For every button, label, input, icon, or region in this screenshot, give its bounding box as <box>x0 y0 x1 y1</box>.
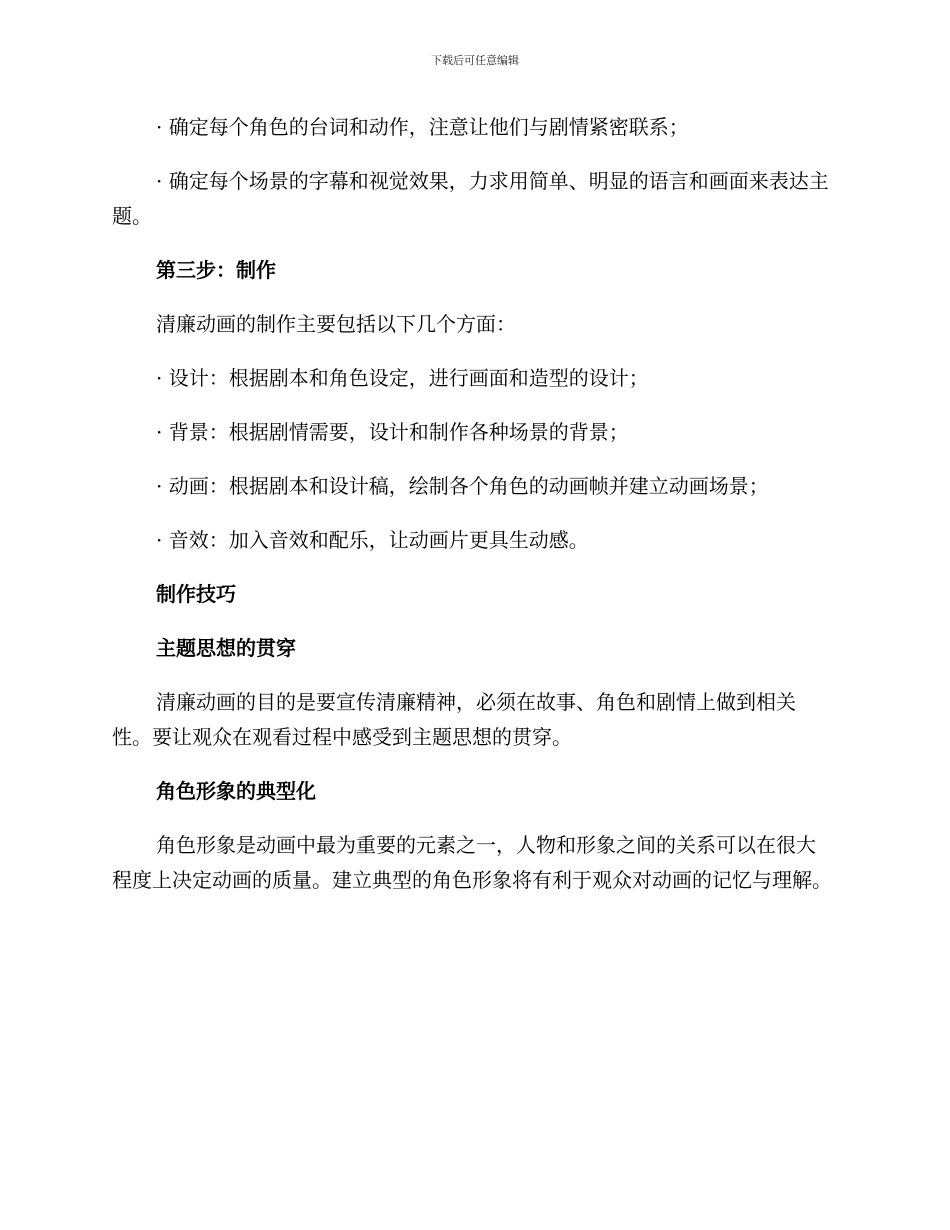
character-paragraph: 角色形象是动画中最为重要的元素之一，人物和形象之间的关系可以在很大程度上决定动画的质量。建立典型的角色形象将有利于观众对动画的记忆与理解。 <box>112 833 832 892</box>
bullet-design: · 设计：根据剧本和角色设定，进行画面和造型的设计； <box>156 366 649 390</box>
bullet-sound-effects: · 音效：加入音效和配乐，让动画片更具生动感。 <box>156 528 589 552</box>
page-header: 下载后可任意编辑 <box>431 54 519 67</box>
theme-paragraph: 清廉动画的目的是要宣传清廉精神，必须在故事、角色和剧情上做到相关性。要让观众在观看过程中感受到主题思想的贯穿。 <box>112 690 796 749</box>
production-intro: 清廉动画的制作主要包括以下几个方面： <box>156 312 516 336</box>
bullet-background: · 背景：根据剧情需要，设计和制作各种场景的背景； <box>156 420 629 444</box>
document-body <box>112 110 832 917</box>
bullet-dialogue-actions: · 确定每个角色的台词和动作，注意让他们与剧情紧密联系； <box>156 115 689 139</box>
bullet-subtitles-visuals: · 确定每个场景的字幕和视觉效果，力求用简单、明显的语言和画面来表达主题。 <box>112 169 829 228</box>
subheading-character: 角色形象的典型化 <box>156 779 316 803</box>
section-heading-step-three: 第三步：制作 <box>156 258 276 282</box>
subheading-theme: 主题思想的贯穿 <box>156 636 296 660</box>
bullet-animation: · 动画：根据剧本和设计稿，绘制各个角色的动画帧并建立动画场景； <box>156 474 769 498</box>
section-heading-techniques: 制作技巧 <box>156 582 236 606</box>
